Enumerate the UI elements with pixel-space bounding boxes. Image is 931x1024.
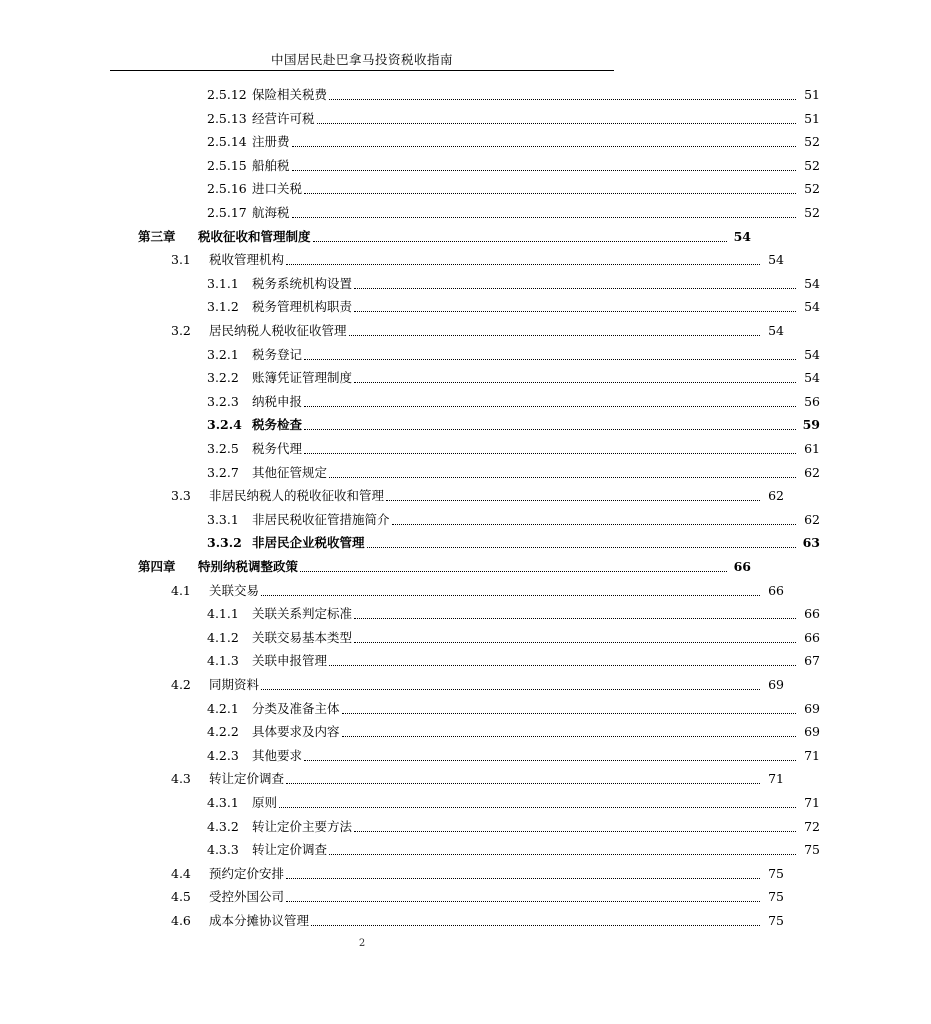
toc-entry[interactable] bbox=[0, 769, 895, 789]
dot-leader bbox=[349, 335, 760, 336]
toc-entry-number: 3.2.3 bbox=[207, 393, 239, 409]
toc-entry-page: 71 bbox=[768, 771, 784, 787]
toc-entry-number: 3.1 bbox=[171, 252, 191, 268]
toc-entry-number: 4.2.1 bbox=[207, 700, 239, 716]
toc-entry-title: 账簿凭证管理制度 bbox=[252, 370, 353, 386]
toc-entry-page: 54 bbox=[768, 323, 784, 338]
toc-entry-title: 关联关系判定标准 bbox=[252, 606, 353, 622]
toc-entry-page: 63 bbox=[802, 535, 820, 551]
toc-entry[interactable] bbox=[0, 651, 931, 671]
toc-entry[interactable] bbox=[0, 415, 931, 435]
dot-leader bbox=[354, 288, 796, 289]
toc-entry[interactable] bbox=[0, 699, 931, 719]
toc-entry-page: 69 bbox=[804, 724, 820, 740]
dot-leader bbox=[354, 382, 796, 383]
dot-leader bbox=[304, 193, 796, 194]
toc-entry-title: 预约定价安排 bbox=[209, 865, 285, 881]
dot-leader bbox=[354, 618, 796, 619]
toc-entry-number: 3.3.2 bbox=[207, 535, 242, 551]
toc-entry-title: 纳税申报 bbox=[252, 393, 303, 409]
dot-leader bbox=[286, 783, 760, 784]
toc-entry-page: 59 bbox=[802, 417, 820, 433]
toc-chapter-entry[interactable] bbox=[0, 557, 862, 577]
toc-entry-title: 原则 bbox=[252, 795, 278, 810]
toc-entry-number: 4.3.2 bbox=[207, 818, 239, 834]
toc-entry-page: 52 bbox=[804, 205, 820, 220]
toc-entry[interactable] bbox=[0, 321, 895, 341]
toc-entry-page: 66 bbox=[804, 629, 820, 645]
toc-entry-page: 52 bbox=[804, 157, 820, 173]
toc-entry-number: 第三章 bbox=[138, 228, 176, 244]
dot-leader bbox=[261, 595, 760, 596]
dot-leader bbox=[292, 170, 796, 171]
toc-entry[interactable] bbox=[0, 297, 931, 317]
toc-entry-title: 税收征收和管理制度 bbox=[198, 228, 311, 244]
toc-entry-page: 75 bbox=[768, 889, 784, 905]
toc-entry-title: 关联交易基本类型 bbox=[252, 629, 353, 645]
toc-entry-page: 75 bbox=[768, 913, 784, 928]
toc-entry-title: 注册费 bbox=[252, 134, 290, 150]
dot-leader bbox=[304, 359, 796, 360]
toc-entry-title: 成本分摊协议管理 bbox=[209, 913, 310, 928]
toc-entry-number: 2.5.16 bbox=[207, 181, 247, 197]
dot-leader bbox=[286, 878, 760, 879]
toc-entry-page: 71 bbox=[804, 795, 820, 810]
toc-entry[interactable] bbox=[0, 510, 931, 530]
toc-entry-title: 船舶税 bbox=[252, 157, 290, 173]
toc-entry-title: 税收管理机构 bbox=[209, 252, 285, 268]
toc-entry-title: 税务管理机构职责 bbox=[252, 299, 353, 315]
toc-entry-page: 52 bbox=[804, 134, 820, 150]
toc-entry-page: 54 bbox=[804, 275, 820, 291]
toc-entry[interactable] bbox=[0, 604, 931, 624]
toc-entry-number: 3.2.1 bbox=[207, 346, 239, 362]
dot-leader bbox=[342, 713, 796, 714]
toc-entry-title: 关联交易 bbox=[209, 582, 260, 598]
toc-entry-page: 51 bbox=[804, 87, 820, 102]
toc-entry[interactable] bbox=[0, 581, 895, 601]
toc-entry-number: 4.1 bbox=[171, 582, 191, 598]
toc-entry-page: 75 bbox=[768, 865, 784, 881]
dot-leader bbox=[329, 99, 796, 100]
dot-leader bbox=[261, 689, 760, 690]
toc-entry-title: 特别纳税调整政策 bbox=[198, 559, 299, 574]
toc-entry[interactable] bbox=[0, 109, 931, 129]
toc-entry-page: 54 bbox=[804, 299, 820, 315]
toc-entry-title: 非居民税收征管措施简介 bbox=[252, 511, 390, 527]
dot-leader bbox=[292, 217, 796, 218]
toc-entry-title: 分类及准备主体 bbox=[252, 700, 340, 716]
toc-entry-page: 71 bbox=[804, 747, 820, 763]
toc-entry[interactable] bbox=[0, 533, 931, 553]
toc-entry-number: 4.3 bbox=[171, 771, 191, 787]
dot-leader bbox=[311, 925, 760, 926]
toc-entry-title: 保险相关税费 bbox=[252, 87, 328, 102]
dot-leader bbox=[286, 264, 760, 265]
dot-leader bbox=[317, 123, 796, 124]
page-number: 2 bbox=[358, 938, 366, 949]
toc-entry-number: 4.5 bbox=[171, 889, 191, 905]
toc-entry-number: 4.3.1 bbox=[207, 795, 239, 810]
toc-entry-title: 同期资料 bbox=[209, 677, 260, 692]
toc-entry[interactable] bbox=[0, 675, 895, 695]
toc-entry-page: 51 bbox=[804, 110, 820, 126]
toc-entry-page: 66 bbox=[733, 559, 751, 574]
toc-entry[interactable] bbox=[0, 392, 931, 412]
toc-entry-title: 受控外国公司 bbox=[209, 889, 285, 905]
toc-entry-number: 2.5.13 bbox=[207, 110, 247, 126]
toc-entry[interactable] bbox=[0, 887, 895, 907]
toc-entry-title: 其他征管规定 bbox=[252, 464, 328, 480]
toc-entry-number: 4.1.2 bbox=[207, 629, 239, 645]
toc-entry-title: 进口关税 bbox=[252, 181, 303, 197]
toc-entry-number: 3.1.2 bbox=[207, 299, 239, 315]
dot-leader bbox=[354, 831, 796, 832]
toc-entry-title: 关联申报管理 bbox=[252, 653, 328, 669]
toc-entry[interactable] bbox=[0, 345, 931, 365]
toc-entry-page: 66 bbox=[768, 582, 784, 598]
toc-entry-page: 72 bbox=[804, 818, 820, 834]
dot-leader bbox=[329, 854, 796, 855]
toc-entry-title: 非居民企业税收管理 bbox=[252, 535, 365, 551]
toc-entry-page: 52 bbox=[804, 181, 820, 197]
toc-entry-page: 62 bbox=[804, 464, 820, 480]
toc-entry-page: 62 bbox=[804, 511, 820, 527]
toc-entry-page: 56 bbox=[804, 393, 820, 409]
toc-entry-number: 3.2 bbox=[171, 323, 191, 338]
toc-entry-number: 3.2.5 bbox=[207, 441, 239, 456]
toc-entry-title: 税务系统机构设置 bbox=[252, 275, 353, 291]
toc-entry-number: 2.5.14 bbox=[207, 134, 247, 150]
dot-leader bbox=[386, 500, 760, 501]
toc-entry-title: 具体要求及内容 bbox=[252, 724, 340, 740]
toc-entry[interactable] bbox=[0, 274, 931, 294]
toc-entry-number: 3.3.1 bbox=[207, 511, 239, 527]
toc-entry[interactable] bbox=[0, 793, 931, 813]
toc-entry-number: 3.2.4 bbox=[207, 417, 242, 433]
toc-entry-title: 税务代理 bbox=[252, 441, 303, 456]
toc-entry-number: 4.2 bbox=[171, 677, 191, 692]
toc-entry[interactable] bbox=[0, 840, 931, 860]
toc-entry-page: 66 bbox=[804, 606, 820, 622]
dot-leader bbox=[292, 146, 796, 147]
toc-entry-number: 3.2.2 bbox=[207, 370, 239, 386]
toc-entry-page: 54 bbox=[804, 370, 820, 386]
toc-entry[interactable] bbox=[0, 722, 931, 742]
dot-leader bbox=[304, 760, 796, 761]
toc-entry-number: 4.6 bbox=[171, 913, 191, 928]
toc-entry[interactable] bbox=[0, 911, 895, 931]
dot-leader bbox=[342, 736, 796, 737]
toc-entry-number: 2.5.17 bbox=[207, 205, 247, 220]
toc-entry-title: 航海税 bbox=[252, 205, 290, 220]
toc-entry-number: 3.2.7 bbox=[207, 464, 239, 480]
toc-entry-title: 转让定价调查 bbox=[252, 842, 328, 858]
dot-leader bbox=[367, 547, 796, 548]
toc-entry-page: 67 bbox=[804, 653, 820, 669]
dot-leader bbox=[354, 311, 796, 312]
toc-entry[interactable] bbox=[0, 864, 895, 884]
toc-entry-title: 非居民纳税人的税收征收和管理 bbox=[209, 488, 385, 504]
toc-entry-number: 4.2.2 bbox=[207, 724, 239, 740]
toc-entry-number: 4.2.3 bbox=[207, 747, 239, 763]
toc-entry-number: 4.4 bbox=[171, 865, 191, 881]
header-rule bbox=[110, 70, 614, 71]
toc-entry-title: 居民纳税人税收征收管理 bbox=[209, 323, 347, 338]
dot-leader bbox=[304, 453, 796, 454]
toc-entry-title: 经营许可税 bbox=[252, 110, 315, 126]
toc-entry[interactable] bbox=[0, 85, 931, 105]
toc-entry-number: 4.1.1 bbox=[207, 606, 239, 622]
toc-chapter-entry[interactable] bbox=[0, 227, 862, 247]
toc-entry[interactable] bbox=[0, 368, 931, 388]
toc-entry-page: 62 bbox=[768, 488, 784, 504]
toc-entry-page: 54 bbox=[768, 252, 784, 268]
toc-entry[interactable] bbox=[0, 439, 931, 459]
toc-entry-page: 61 bbox=[804, 441, 820, 456]
toc-entry-title: 税务检查 bbox=[252, 417, 303, 433]
toc-entry-page: 69 bbox=[804, 700, 820, 716]
toc-entry[interactable] bbox=[0, 817, 931, 837]
toc-entry[interactable] bbox=[0, 156, 931, 176]
toc-entry-number: 2.5.15 bbox=[207, 157, 247, 173]
page-header-title: 中国居民赴巴拿马投资税收指南 bbox=[270, 52, 453, 67]
dot-leader bbox=[329, 665, 796, 666]
dot-leader bbox=[286, 901, 760, 902]
dot-leader bbox=[354, 642, 796, 643]
toc-entry[interactable] bbox=[0, 203, 931, 223]
toc-entry-number: 3.3 bbox=[171, 488, 191, 504]
toc-entry-number: 第四章 bbox=[138, 559, 176, 574]
toc-entry[interactable] bbox=[0, 746, 931, 766]
dot-leader bbox=[329, 477, 796, 478]
toc-entry[interactable] bbox=[0, 179, 931, 199]
toc-entry-page: 69 bbox=[768, 677, 784, 692]
toc-entry[interactable] bbox=[0, 486, 895, 506]
toc-entry-title: 税务登记 bbox=[252, 346, 303, 362]
toc-entry-number: 4.1.3 bbox=[207, 653, 239, 669]
toc-entry[interactable] bbox=[0, 628, 931, 648]
dot-leader bbox=[300, 571, 727, 572]
toc-entry[interactable] bbox=[0, 132, 931, 152]
toc-entry-title: 其他要求 bbox=[252, 747, 303, 763]
toc-entry-title: 转让定价调查 bbox=[209, 771, 285, 787]
toc-entry[interactable] bbox=[0, 463, 931, 483]
dot-leader bbox=[279, 807, 796, 808]
toc-entry-title: 转让定价主要方法 bbox=[252, 818, 353, 834]
toc-entry-number: 4.3.3 bbox=[207, 842, 239, 858]
dot-leader bbox=[304, 406, 796, 407]
dot-leader bbox=[392, 524, 796, 525]
toc-entry-number: 3.1.1 bbox=[207, 275, 239, 291]
toc-entry-page: 75 bbox=[804, 842, 820, 858]
dot-leader bbox=[304, 429, 796, 430]
toc-entry-number: 2.5.12 bbox=[207, 87, 247, 102]
toc-entry[interactable] bbox=[0, 250, 895, 270]
toc-entry-page: 54 bbox=[733, 228, 751, 244]
dot-leader bbox=[313, 241, 727, 242]
toc-entry-page: 54 bbox=[804, 346, 820, 362]
